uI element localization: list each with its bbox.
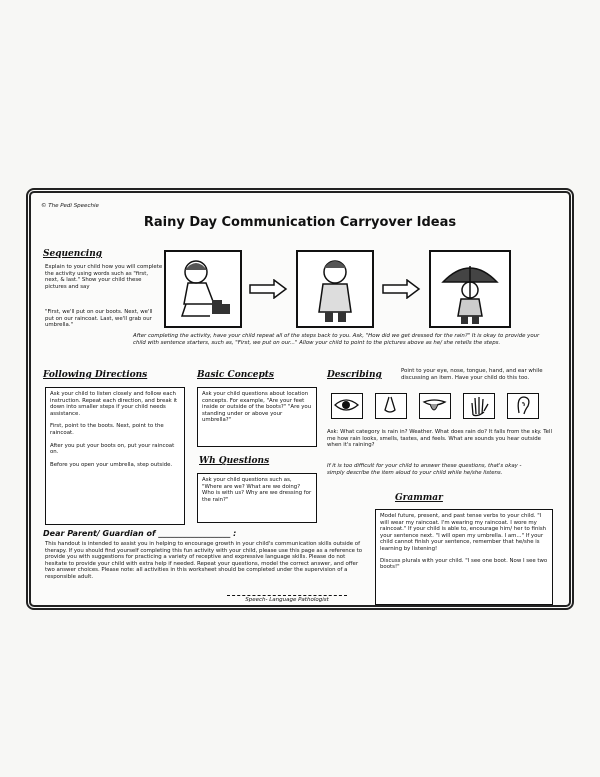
sequencing-heading: Sequencing — [43, 249, 103, 259]
senses-row — [331, 393, 539, 419]
arrow-icon — [248, 279, 288, 299]
sequencing-example: "First, we'll put on our boots. Next, we'll put on our raincoat. Last, we'll grab our umbrella." — [45, 309, 153, 329]
umbrella-picture — [429, 250, 511, 328]
child-raincoat-illustration — [298, 252, 372, 326]
grammar-box — [375, 509, 553, 605]
tongue-icon — [419, 393, 451, 419]
handout-sheet — [26, 188, 574, 610]
sequencing-after: After completing the activity, have your child repeat all of the steps back to you. Ask, "How did we get dressed for the rain?" It is okay to provide your child with sentence starters, such as, "First, we put on our..." Allow your child to point to the pictures above as he/ she retells the steps. — [133, 333, 540, 346]
nose-icon — [375, 393, 407, 419]
grammar-heading: Grammar — [395, 493, 443, 503]
letter-greeting — [43, 529, 236, 538]
wh-questions-text: Ask your child questions such as, "Where are we? What are we doing? Who is with us? Why are we dressing for the rain?" — [202, 477, 312, 503]
grammar-text: Model future, present, and past tense verbs to your child. "I will wear my raincoat. I'm wearing my raincoat. I wore my raincoat." If your child is able to, encourage him/ her to finish your sentence next. "I will open my umbrella. I am..." If your child cannot finish your sentence, remember that he/she is learning by listening! — [380, 513, 547, 552]
slp-signature-line: Speech- Language Pathologist — [227, 595, 347, 603]
boots-picture — [164, 250, 242, 328]
child-umbrella-illustration — [431, 252, 509, 326]
following-directions-heading: Following Directions — [43, 370, 148, 380]
grammar-plurals: Discuss plurals with your child. "I see one boot. Now I see two boots!" — [380, 557, 548, 571]
direction-2: After you put your boots on, put your raincoat on. — [50, 442, 175, 456]
child-boots-illustration — [166, 252, 240, 326]
eye-icon — [331, 393, 363, 419]
direction-1: First, point to the boots. Next, point to the raincoat. — [50, 423, 164, 436]
ear-icon — [507, 393, 539, 419]
hand-icon — [463, 393, 495, 419]
describing-questions: Ask: What category is rain in? Weather. What does rain do? It falls from the sky. Tell me how rain looks, smells, tastes, and feels. What are sounds you hear outside when it's raining? — [327, 429, 552, 449]
following-directions-box — [45, 387, 185, 525]
direction-3: Before you open your umbrella, step outside. — [50, 461, 173, 468]
basic-concepts-heading: Basic Concepts — [197, 370, 274, 380]
describing-heading: Describing — [327, 370, 382, 380]
copyright-text: © The Pedi Speechie — [41, 203, 99, 209]
wh-questions-heading: Wh Questions — [199, 456, 270, 466]
arrow-icon — [381, 279, 421, 299]
sequencing-intro: Explain to your child how you will complete the activity using words such as "first, next, & last." Show your child these pictures and say — [45, 264, 163, 290]
greeting-text: Dear Parent/ Guardian of — [43, 529, 156, 538]
following-directions-intro: Ask your child to listen closely and follow each instruction. Repeat each direction, and break it down into smaller steps if your child needs assistance. — [50, 391, 178, 417]
wh-questions-box — [197, 473, 317, 523]
child-name-blank: __________________ : — [158, 529, 237, 538]
raincoat-picture — [296, 250, 374, 328]
basic-concepts-box — [197, 387, 317, 447]
page-title: Rainy Day Communication Carryover Ideas — [143, 215, 457, 230]
letter-body: This handout is intended to assist you in helping to encourage growth in your child's communication skills outside of therapy. If you should find yourself completing this fun activity with your child, please use this page as a reference to provide you with suggestions for practicing a variety of receptive and expressive language skills. Please do not hesitate to provide your child with extra help if needed. Repeat your questions, model the correct answer, and offer two answer choices. Please note: all activities in this worksheet should be completed under the supervision of a responsible adult. — [45, 541, 363, 580]
describing-tip: If it is too difficult for your child to answer these questions, that's okay - simply describe the item aloud to your child while he/she listens. — [327, 463, 522, 476]
describing-intro: Point to your eye, nose, tongue, hand, and ear while discussing an item. Have your child do this too. — [401, 368, 543, 381]
basic-concepts-text: Ask your child questions about location concepts. For example, "Are your feet inside or outside of the boots?" "Are you standing under or above your umbrella?" — [202, 391, 312, 424]
